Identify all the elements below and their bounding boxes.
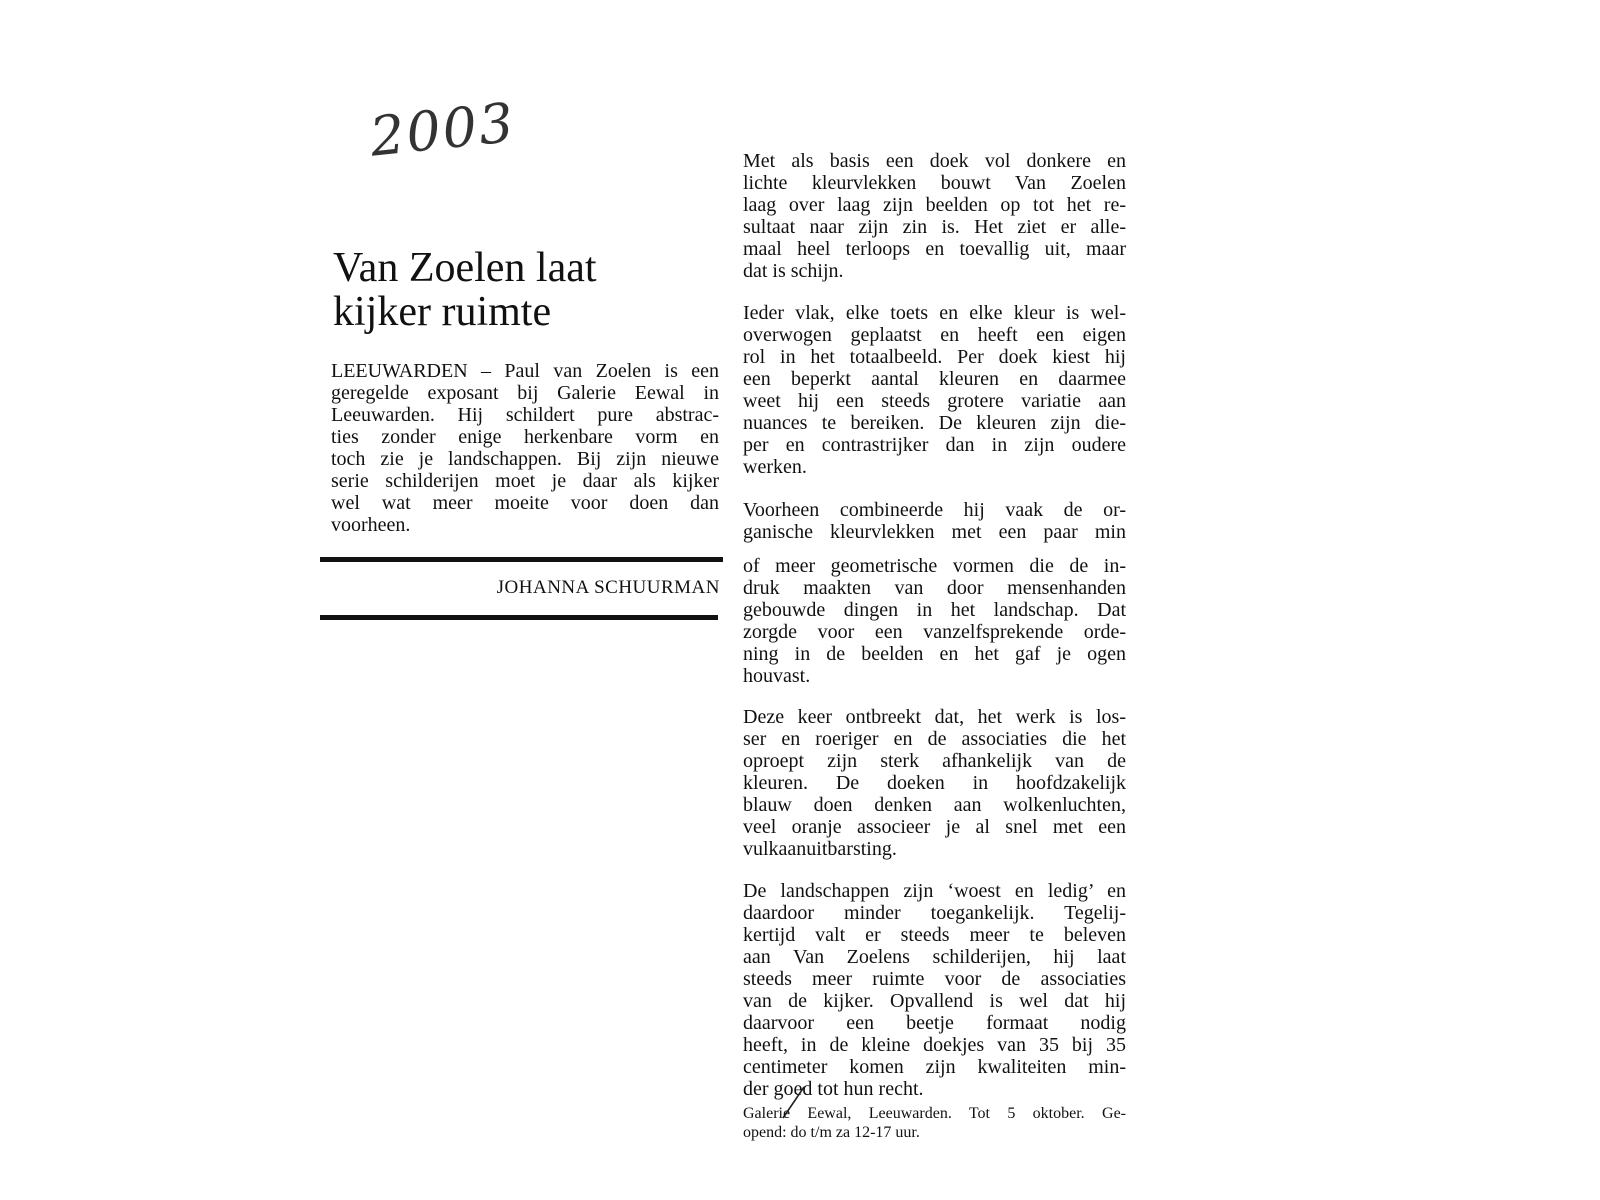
body-line: aan Van Zoelens schilderijen, hij laat (743, 946, 1126, 968)
body-paragraph-2 (743, 302, 1126, 478)
body-line: De landschappen zijn ‘woest en ledig’ en (743, 880, 1126, 902)
body-line: van de kijker. Opvallend is wel dat hij (743, 990, 1126, 1012)
lead-line: Leeuwarden. Hij schildert pure abstrac- (331, 404, 719, 426)
body-line: oproept zijn sterk afhankelijk van de (743, 750, 1126, 772)
headline-line-1: Van Zoelen laat (333, 245, 597, 291)
lead-line: voorheen. (331, 514, 411, 536)
byline-top-rule (320, 557, 723, 562)
body-line: ganische kleurvlekken met een paar min (743, 521, 1126, 543)
body-line: dat is schijn. (743, 260, 844, 282)
body-line: daarvoor een beetje formaat nodig (743, 1012, 1126, 1034)
body-line: werken. (743, 456, 807, 478)
body-line: steeds meer ruimte voor de associaties (743, 968, 1126, 990)
body-line: overwogen geplaatst en heeft een eigen (743, 324, 1126, 346)
body-line: sultaat naar zijn zin is. Het ziet er alle- (743, 216, 1126, 238)
body-line: rol in het totaalbeeld. Per doek kiest hij (743, 346, 1126, 368)
handwritten-year: 2003 (367, 90, 519, 169)
lead-line: wel wat meer moeite voor doen dan (331, 492, 719, 514)
byline: JOHANNA SCHUURMAN (496, 577, 720, 598)
body-paragraph-3 (743, 499, 1126, 543)
lead-line: toch zie je landschappen. Bij zijn nieuwe (331, 448, 719, 470)
exhibition-info-line: Galerie Eewal, Leeuwarden. Tot 5 oktober. Ge- (743, 1105, 1126, 1122)
body-line: gebouwde dingen in het landschap. Dat (743, 599, 1126, 621)
body-line: veel oranje associeer je al snel met een (743, 816, 1126, 838)
body-line: Deze keer ontbreekt dat, het werk is los- (743, 706, 1126, 728)
exhibition-info-line: opend: do t/m za 12-17 uur. (743, 1124, 920, 1141)
lead-line: geregelde exposant bij Galerie Eewal in (331, 382, 719, 404)
body-line: blauw doen denken aan wolkenluchten, (743, 794, 1126, 816)
body-line: Ieder vlak, elke toets en elke kleur is wel- (743, 302, 1126, 324)
body-line: een beperkt aantal kleuren en daarmee (743, 368, 1126, 390)
body-line: of meer geometrische vormen die de in- (743, 555, 1126, 577)
body-line: weet hij een steeds grotere variatie aan (743, 390, 1126, 412)
body-line: centimeter komen zijn kwaliteiten min- (743, 1056, 1126, 1078)
body-line: kertijd valt er steeds meer te beleven (743, 924, 1126, 946)
body-line: Met als basis een doek vol donkere en (743, 150, 1126, 172)
body-line: Voorheen combineerde hij vaak de or- (743, 499, 1126, 521)
body-line: druk maakten van door mensenhanden (743, 577, 1126, 599)
body-line: nuances te bereiken. De kleuren zijn die- (743, 412, 1126, 434)
body-line: vulkaanuitbarsting. (743, 838, 897, 860)
body-line: daardoor minder toegankelijk. Tegelij- (743, 902, 1126, 924)
lead-line: serie schilderijen moet je daar als kijker (331, 470, 719, 492)
body-paragraph-1 (743, 150, 1126, 282)
exhibition-info (743, 1104, 1126, 1142)
body-line: laag over laag zijn beelden op tot het re- (743, 194, 1126, 216)
body-line: lichte kleurvlekken bouwt Van Zoelen (743, 172, 1126, 194)
headline (333, 246, 723, 334)
byline-bottom-rule (320, 615, 718, 620)
body-line: heeft, in de kleine doekjes van 35 bij 35 (743, 1034, 1126, 1056)
lead-line: ties zonder enige herkenbare vorm en (331, 426, 719, 448)
lead-paragraph (331, 360, 719, 536)
headline-line-2: kijker ruimte (333, 289, 552, 335)
body-paragraph-6 (743, 880, 1126, 1100)
body-line: maal heel terloops en toevallig uit, maar (743, 238, 1126, 260)
body-line: houvast. (743, 665, 811, 687)
body-line: der goed tot hun recht. (743, 1078, 924, 1100)
body-line: zorgde voor een vanzelfsprekende orde- (743, 621, 1126, 643)
body-line: per en contrastrijker dan in zijn oudere (743, 434, 1126, 456)
body-paragraph-5 (743, 706, 1126, 860)
body-line: kleuren. De doeken in hoofdzakelijk (743, 772, 1126, 794)
body-line: ser en roeriger en de associaties die het (743, 728, 1126, 750)
body-line: ning in de beelden en het gaf je ogen (743, 643, 1126, 665)
body-paragraph-4 (743, 555, 1126, 687)
lead-line: LEEUWARDEN – Paul van Zoelen is een (331, 360, 719, 382)
